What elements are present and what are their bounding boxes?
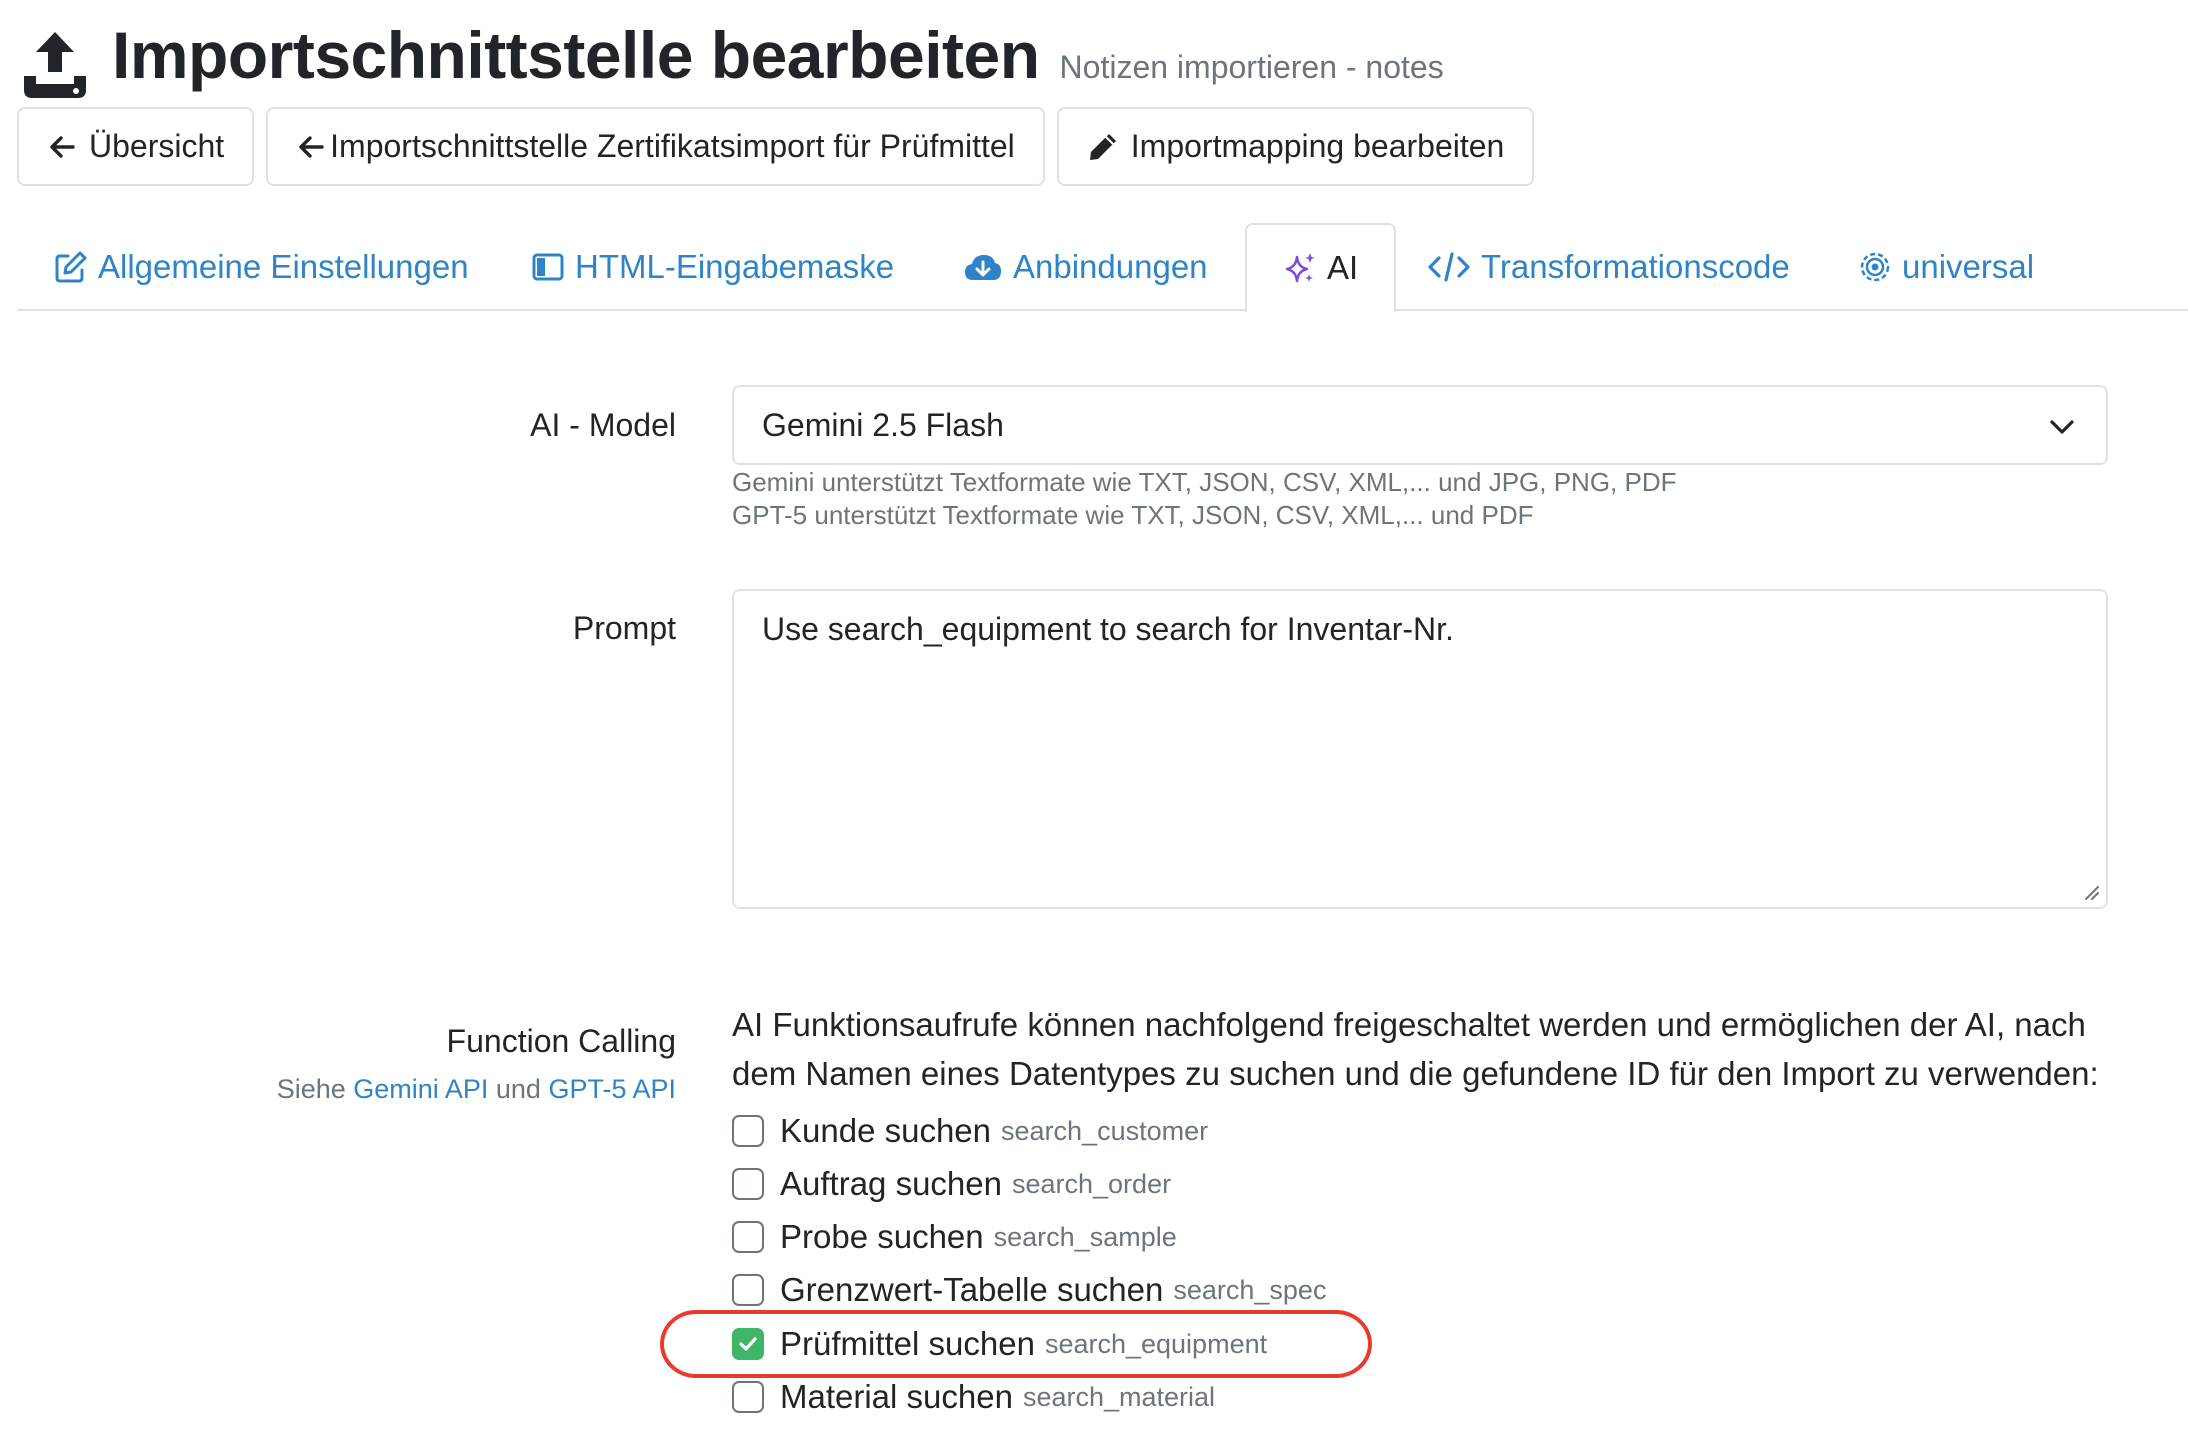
overview-button[interactable]: [17, 107, 254, 186]
chevron-down-icon: [2048, 413, 2076, 441]
function-calling-label: Function Calling: [446, 1023, 676, 1059]
function-option-equipment[interactable]: [732, 1324, 1267, 1364]
model-label: AI - Model: [530, 407, 676, 443]
checkbox[interactable]: [732, 1381, 764, 1413]
function-code: search_customer: [1001, 1115, 1209, 1146]
checkbox[interactable]: [732, 1221, 764, 1253]
edit-icon: [54, 250, 88, 284]
gemini-api-link[interactable]: Gemini API: [353, 1074, 489, 1104]
resize-grip-icon[interactable]: [2082, 883, 2100, 901]
function-option[interactable]: [732, 1377, 1215, 1417]
tab-universal[interactable]: [1858, 223, 2034, 311]
code-icon: [1427, 250, 1471, 284]
page-title: Importschnittstelle bearbeiten: [112, 18, 1040, 92]
edit-mapping-button-label: Importmapping bearbeiten: [1130, 128, 1505, 164]
function-calling-description: AI Funktionsaufrufe können nachfolgend freigeschaltet werden und ermöglichen der AI, nach dem Namen eines Datentypes zu suchen und die gefundene ID für den Import zu verwenden:: [732, 1006, 2099, 1092]
target-icon: [1858, 250, 1892, 284]
tab-label: Allgemeine Einstellungen: [98, 248, 469, 285]
pencil-icon: [1087, 131, 1119, 163]
tab-label: HTML-Eingabemaske: [575, 248, 895, 285]
gpt5-api-link[interactable]: GPT-5 API: [548, 1074, 676, 1104]
cloud-download-icon: [963, 250, 1003, 284]
checkbox[interactable]: [732, 1274, 764, 1306]
model-hint-gemini: Gemini unterstützt Textformate wie TXT, JSON, CSV, XML,... und JPG, PNG, PDF: [732, 467, 1677, 497]
tab-html-form[interactable]: [531, 223, 894, 311]
tab-label: Transformationscode: [1481, 248, 1790, 285]
arrow-left-icon: [296, 132, 326, 162]
function-calling-links: [277, 1074, 676, 1105]
arrow-left-icon: [47, 132, 77, 162]
function-code: search_equipment: [1044, 1328, 1268, 1359]
page-subtitle: Notizen importieren - notes: [1059, 49, 1444, 85]
function-label: Kunde suchen: [780, 1112, 992, 1149]
function-option[interactable]: [732, 1270, 1326, 1310]
prompt-textarea[interactable]: [732, 589, 2108, 909]
cert-import-button-label: Importschnittstelle Zertifikatsimport für Prüfmittel: [330, 128, 1015, 164]
function-option[interactable]: [732, 1217, 1177, 1257]
function-code: search_spec: [1173, 1274, 1327, 1305]
tab-label: Anbindungen: [1013, 248, 1208, 285]
model-hint-gpt: GPT-5 unterstützt Textformate wie TXT, JSON, CSV, XML,... und PDF: [732, 500, 1534, 530]
checkbox-checked[interactable]: [732, 1328, 764, 1360]
function-option[interactable]: [732, 1164, 1171, 1204]
function-code: search_sample: [993, 1221, 1177, 1252]
overview-button-label: Übersicht: [89, 128, 225, 164]
prompt-text: Use search_equipment to search for Inventar-Nr.: [762, 611, 1454, 647]
tab-connections[interactable]: [963, 223, 1208, 311]
function-option[interactable]: [732, 1111, 1208, 1151]
and-text: und: [495, 1074, 541, 1104]
prompt-label: Prompt: [572, 610, 676, 646]
function-label: Prüfmittel suchen: [780, 1325, 1035, 1362]
tab-transformation-code[interactable]: [1427, 223, 1790, 311]
function-code: search_material: [1022, 1381, 1216, 1412]
page-header: [20, 10, 1444, 100]
layout-icon: [531, 250, 565, 284]
function-label: Grenzwert-Tabelle suchen: [780, 1271, 1164, 1308]
action-buttons: [17, 107, 1534, 186]
function-label: Material suchen: [780, 1378, 1013, 1415]
model-select[interactable]: [732, 385, 2108, 465]
upload-icon: [20, 28, 90, 100]
tab-label: AI: [1327, 249, 1359, 286]
tab-general-settings[interactable]: [54, 223, 469, 311]
function-label: Auftrag suchen: [780, 1165, 1002, 1202]
tab-label: universal: [1902, 248, 2035, 285]
checkbox[interactable]: [732, 1115, 764, 1147]
checkbox[interactable]: [732, 1168, 764, 1200]
function-code: search_order: [1011, 1168, 1172, 1199]
model-select-value: Gemini 2.5 Flash: [762, 406, 1004, 443]
checkmark-icon: [737, 1333, 759, 1355]
tab-ai[interactable]: [1245, 223, 1396, 313]
cert-import-button[interactable]: [266, 107, 1045, 186]
edit-mapping-button[interactable]: [1057, 107, 1535, 186]
see-text: Siehe: [276, 1074, 346, 1104]
tab-bar: [17, 223, 2188, 311]
function-label: Probe suchen: [780, 1218, 984, 1255]
sparkles-icon: [1283, 251, 1317, 285]
